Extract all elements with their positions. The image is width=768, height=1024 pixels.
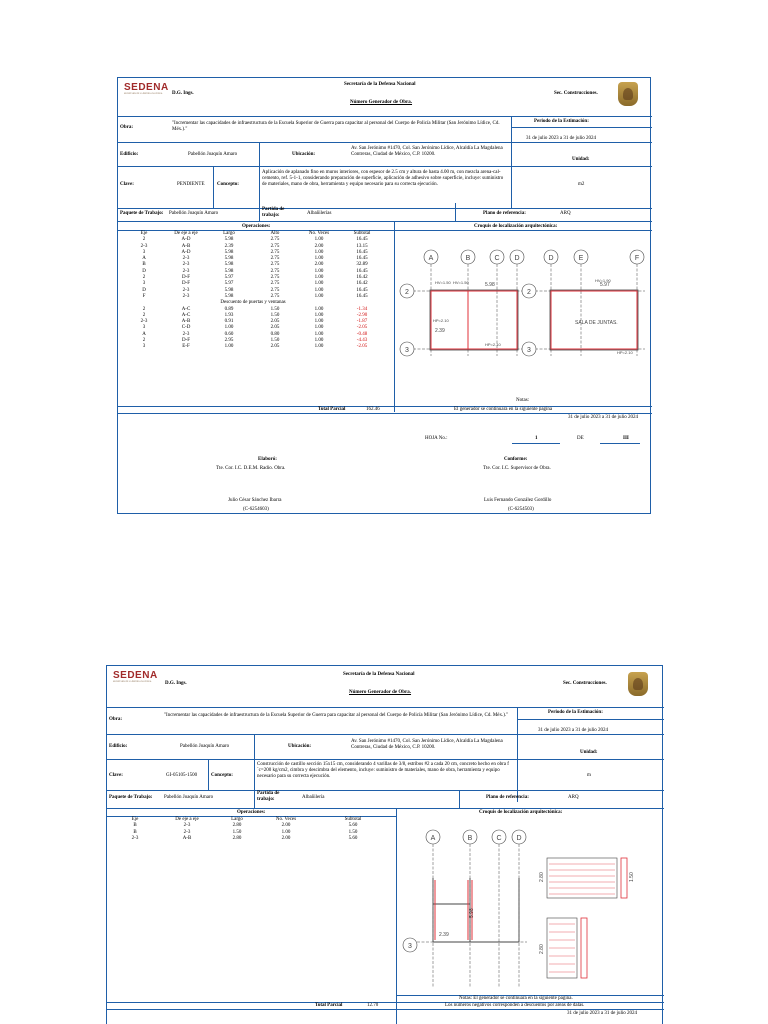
axis-label: C — [496, 835, 502, 842]
dimension: 2.80 — [539, 872, 545, 882]
coat-of-arms-icon — [628, 672, 648, 696]
concepto-value: Aplicación de aplanado fino en muros interiores, con espesor de 2.5 cm y altura de hasta 4.00 m, con mezcla arena-cal-cemento, ref. 5-1-1, considerando preparación de superficie, aplicación de adhesivo sobre superficie, incluye: suministro de materiales, mano de obra, herramienta y equipo necesario para su correcta ejecución. — [262, 170, 504, 187]
table-cell: 2-3 — [182, 293, 190, 299]
elaboro-rank: Tte. Cor. I.C. D.E.M. Radio. Obra. — [216, 466, 286, 471]
ubicacion-value: Av. San Jerónimo #1470, Col. San Jerónimo Lídice, Alcaldía La Magdalena Contreras, Ciudad de México, C.P. 10200. — [351, 146, 503, 157]
axis-label: 2 — [405, 289, 409, 296]
table-cell: 2.05 — [270, 319, 280, 325]
table-cell: D — [142, 268, 146, 274]
elaboro-id: (C-6254603) — [243, 507, 269, 512]
conforme-rank: Tte. Cor. I.C. Supervisor de Obra. — [483, 466, 551, 471]
table-cell: A-C — [181, 306, 191, 312]
edificio-label: Edificio: — [109, 744, 128, 749]
table-cell: 2.95 — [224, 338, 234, 344]
table-cell: 16.42 — [356, 275, 368, 281]
table-cell: 1.00 — [314, 268, 324, 274]
table-cell: 0.91 — [224, 319, 234, 325]
unidad-label: Unidad: — [580, 750, 598, 755]
sedena-logo-subtitle: SECRETARÍA DE LA DEFENSA NACIONAL — [124, 93, 163, 95]
sedena-logo: SEDENA — [124, 82, 169, 93]
table-cell: 5.98 — [224, 237, 234, 243]
partida-value: Albañilerías — [307, 211, 332, 216]
clave-label: Clave: — [120, 182, 134, 187]
table-cell: 2 — [142, 306, 146, 312]
table-cell: A-D — [181, 249, 191, 255]
dimension: 1.50 — [629, 872, 635, 882]
periodo-label: Periodo de la Estimación: — [548, 710, 603, 715]
dimension: 2.39 — [435, 328, 445, 334]
table-cell: 1.00 — [314, 325, 324, 331]
table-cell: 2-3 — [140, 319, 148, 325]
table-cell: 16.45 — [356, 293, 368, 299]
table-cell: 2 — [142, 312, 146, 318]
dimension: 2.80 — [539, 944, 545, 954]
col-header: Subtotal — [344, 817, 362, 822]
dimension: 5.98 — [485, 282, 495, 288]
table-cell: 2-3 — [183, 823, 191, 829]
notas-label: Notas: — [516, 398, 530, 403]
axis-label: D — [516, 835, 522, 842]
table-cell: -2.05 — [356, 325, 368, 331]
total-value: 162.46 — [366, 407, 380, 412]
table-cell: A — [142, 331, 146, 337]
table-cell: 2.05 — [270, 325, 280, 331]
partida-value: Albañilería — [302, 795, 325, 800]
sedena-logo-subtitle: SECRETARÍA DE LA DEFENSA NACIONAL — [113, 681, 152, 683]
table-cell: 2.75 — [270, 275, 280, 281]
table-cell: 2.75 — [270, 281, 280, 287]
col-header: De eje a eje — [175, 817, 199, 822]
table-cell: 0.60 — [224, 331, 234, 337]
table-cell: 1.50 — [270, 338, 280, 344]
table-cell: 16.45 — [356, 287, 368, 293]
dimension: 2.39 — [439, 932, 449, 938]
plano-value: ARQ — [560, 211, 571, 216]
table-cell: E-F — [182, 344, 190, 350]
generator-sheet-1 — [117, 77, 651, 514]
table-cell: 3 — [142, 344, 146, 350]
obra-label: Obra: — [109, 717, 123, 722]
table-cell: 2.75 — [270, 256, 280, 262]
unidad-value: m — [587, 773, 591, 778]
obra-label: Obra: — [120, 125, 134, 130]
table-cell: 2-3 — [131, 835, 139, 841]
plano-label: Plano de referencia: — [483, 211, 526, 216]
table-cell: D-F — [181, 281, 191, 287]
unidad-value: m2 — [578, 182, 585, 187]
room-label: SALA DE JUNTAS. — [575, 320, 618, 326]
clave-label: Clave: — [109, 773, 123, 778]
obra-value: "Incrementar las capacidades de infraestructura de la Escuela Superior de Guerra para capacitar al personal del Cuerpo de Policía Militar (San Jerónimo Lídice, Cd. Méx.)." — [172, 121, 500, 132]
table-cell: 1.93 — [224, 312, 234, 318]
nota-value: El generador se continuara en la siguiente pagina — [454, 407, 553, 412]
edificio-value: Pabellón Joaquín Amaro — [188, 152, 238, 157]
floor-plan-sketch — [395, 236, 651, 366]
ubicacion-value: Av. San Jerónimo #1470, Col. San Jerónimo Lídice, Alcaldía La Magdalena Contreras, Ciudad de México, C.P. 10200. — [351, 739, 503, 750]
table-cell: 1.00 — [224, 344, 234, 350]
table-cell: F — [142, 293, 146, 299]
table-cell: 2.00 — [314, 262, 324, 268]
floor-plan-sketch — [397, 818, 663, 994]
axis-label: A — [428, 255, 434, 262]
elaboro-name: Julio César Sánchez Ibarra — [228, 498, 282, 503]
concepto-label: Concepto: — [217, 182, 239, 187]
table-cell: 32.89 — [356, 262, 368, 268]
table-cell: 2.75 — [270, 237, 280, 243]
total-value: 12.70 — [367, 1003, 379, 1008]
table-cell: 5.60 — [348, 823, 358, 829]
org-title: Secretaría de la Defensa Nacional — [344, 82, 416, 87]
table-cell: D-F — [181, 275, 191, 281]
table-cell: B — [133, 823, 137, 829]
axis-label: C — [494, 255, 500, 262]
table-cell: B — [142, 262, 146, 268]
table-cell: 2-3 — [183, 829, 191, 835]
table-cell: 16.45 — [356, 249, 368, 255]
table-cell: A-C — [181, 312, 191, 318]
obra-value: "Incrementar las capacidades de infraestructura de la Escuela Superior de Guerra para capacitar al personal del Cuerpo de Policía Militar (San Jerónimo Lídice, Cd. Méx.)." — [164, 713, 509, 718]
table-cell: 1.00 — [314, 281, 324, 287]
table-cell: 2 — [142, 338, 146, 344]
table-cell: 1.00 — [281, 829, 291, 835]
plano-label: Plano de referencia: — [486, 795, 529, 800]
partida-label: Partida de trabajo: — [257, 791, 280, 802]
table-cell: 5.98 — [224, 256, 234, 262]
descuentos-label: Descuento de puertas y ventanas — [220, 300, 286, 306]
table-cell: 3 — [142, 249, 146, 255]
ubicacion-label: Ubicación: — [292, 152, 316, 157]
table-cell: D-F — [181, 338, 191, 344]
table-cell: 5.98 — [224, 262, 234, 268]
axis-label: D — [514, 255, 520, 262]
table-cell: -0.48 — [356, 331, 368, 337]
table-cell: 2.75 — [270, 243, 280, 249]
elaboro-label: Elaboró: — [258, 457, 277, 462]
table-cell: 16.42 — [356, 281, 368, 287]
table-cell: 1.00 — [314, 331, 324, 337]
table-cell: -1.34 — [356, 306, 368, 312]
table-cell: 16.45 — [356, 256, 368, 262]
col-header: Largo — [231, 817, 243, 822]
opening-label: HP=2.10 — [433, 318, 449, 323]
axis-label: 3 — [527, 347, 531, 354]
table-cell: 1.00 — [314, 293, 324, 299]
axis-label: E — [578, 255, 584, 262]
col-header: Largo — [223, 231, 235, 236]
col-header: Alto — [270, 231, 280, 236]
sedena-logo: SEDENA — [113, 670, 158, 681]
operaciones-label: Operaciones: — [237, 810, 266, 815]
col-header: Eje — [131, 817, 139, 822]
conforme-name: Luis Fernando González Gordillo — [484, 498, 552, 503]
table-cell: 1.00 — [314, 275, 324, 281]
table-cell: 1.00 — [314, 306, 324, 312]
table-row — [122, 344, 384, 350]
table-cell: 2 — [142, 237, 146, 243]
concepto-value: Construcción de castillo sección 15x15 cm, considerando 4 varillas de 3/8, estribos #2 a cada 20 cm, concreto hecho en obra f´c=200 kg/cm2, cimbra y descimbra del elemento, incluye: suministro de materiales, mano de obra, herramienta y equipo necesario para su correcta ejecución. — [257, 762, 509, 779]
table-cell: -2.90 — [356, 312, 368, 318]
opening-label: HV=1.50 — [435, 280, 451, 285]
col-header: No. Veces — [275, 817, 297, 822]
table-cell: 1.00 — [224, 325, 234, 331]
table-cell: 1.50 — [270, 312, 280, 318]
paquete-value: Pabellón Joaquín Amaro — [169, 211, 219, 216]
croquis-label: Croquis de localización arquitectónica: — [479, 810, 563, 815]
periodo-value: 31 de julio 2023 a 31 de julio 2024 — [538, 728, 608, 733]
table-cell: 1.00 — [314, 312, 324, 318]
table-cell: A-B — [182, 835, 192, 841]
left-dept: D.G. Ings. — [172, 91, 194, 96]
table-cell: 1.00 — [314, 256, 324, 262]
paquete-label: Paquete de Trabajo: — [109, 795, 153, 800]
table-cell: 2.75 — [270, 249, 280, 255]
table-cell: 1.00 — [314, 287, 324, 293]
table-cell: C-D — [181, 325, 191, 331]
table-cell: 2-3 — [140, 243, 148, 249]
concepto-label: Concepto: — [211, 773, 233, 778]
axis-label: 3 — [408, 943, 412, 950]
table-cell: 1.50 — [232, 829, 242, 835]
table-cell: 1.00 — [314, 338, 324, 344]
ubicacion-label: Ubicación: — [288, 744, 312, 749]
table-cell: 1.00 — [314, 319, 324, 325]
table-cell: 3 — [142, 325, 146, 331]
table-cell: 5.97 — [224, 281, 234, 287]
axis-label: B — [467, 835, 473, 842]
opening-label: HV=1.50 — [453, 280, 469, 285]
axis-label: D — [548, 255, 554, 262]
table-cell: 1.00 — [314, 249, 324, 255]
axis-label: A — [430, 835, 436, 842]
table-cell: A-B — [181, 319, 191, 325]
org-title: Secretaría de la Defensa Nacional — [343, 672, 415, 677]
opening-label: HP=2.10 — [485, 342, 501, 347]
table-cell: 5.60 — [348, 835, 358, 841]
table-row — [111, 836, 393, 842]
opening-label: HP=2.10 — [617, 350, 633, 355]
plano-value: ARQ — [568, 795, 579, 800]
table-cell: D — [142, 287, 146, 293]
table-cell: 2.00 — [281, 823, 291, 829]
table-cell: 1.50 — [348, 829, 358, 835]
right-dept: Sec. Construcciones. — [563, 681, 607, 686]
col-header: De eje a eje — [174, 231, 198, 236]
doc-title: Número Generador de Obra. — [349, 690, 412, 695]
unidad-label: Unidad: — [572, 157, 590, 162]
table-cell: 2.05 — [270, 344, 280, 350]
date-line: 31 de julio 2023 a 31 de julio 2024 — [567, 1011, 637, 1016]
coat-of-arms-icon — [618, 82, 638, 106]
axis-label: 3 — [405, 347, 409, 354]
axis-label: 2 — [527, 289, 531, 296]
table-cell: 2.39 — [224, 243, 234, 249]
paquete-label: Paquete de Trabajo: — [120, 211, 164, 216]
periodo-label: Periodo de la Estimación: — [534, 119, 589, 124]
periodo-value: 31 de julio 2023 a 31 de julio 2024 — [526, 136, 596, 141]
table-cell: 2.80 — [232, 835, 242, 841]
table-cell: 16.45 — [356, 268, 368, 274]
conforme-id: (C-6254503) — [508, 507, 534, 512]
table-cell: 2 — [142, 275, 146, 281]
table-cell: 0.80 — [270, 331, 280, 337]
table-cell: 16.45 — [356, 237, 368, 243]
operaciones-label: Operaciones: — [242, 224, 271, 229]
table-cell: 2-3 — [182, 262, 190, 268]
table-cell: 1.50 — [270, 306, 280, 312]
date-line: 31 de julio 2023 a 31 de julio 2024 — [568, 415, 638, 420]
table-cell: 2-3 — [182, 268, 190, 274]
table-cell: B — [133, 829, 137, 835]
hoja-label: HOJA No.: — [425, 436, 448, 441]
table-cell: 2.75 — [270, 293, 280, 299]
table-cell: 1.00 — [314, 344, 324, 350]
table-cell: -1.87 — [356, 319, 368, 325]
axis-label: B — [465, 255, 471, 262]
table-cell: 2.00 — [281, 835, 291, 841]
table-cell: -4.43 — [356, 338, 368, 344]
table-cell: A-D — [181, 237, 191, 243]
total-label: Total Parcial — [315, 1003, 343, 1008]
dimension: 5.98 — [469, 908, 475, 918]
dimension: 5.97 — [600, 282, 610, 288]
right-dept: Sec. Construcciones. — [554, 91, 598, 96]
clave-value: GI-05105-1500 — [166, 773, 198, 778]
operations-table — [122, 231, 384, 351]
de-label: DE — [577, 436, 584, 441]
croquis-label: Croquis de localización arquitectónica: — [474, 224, 558, 229]
hoja-number: 1 — [535, 436, 538, 441]
left-dept: D.G. Ings. — [165, 681, 187, 686]
nota-value: Notas: El generador se continuara en la siguiente pagina. — [459, 996, 573, 1001]
table-cell: 2-3 — [182, 287, 190, 293]
conforme-label: Conforme: — [504, 457, 528, 462]
table-cell: 5.98 — [224, 268, 234, 274]
table-cell: 13.15 — [356, 243, 368, 249]
col-header: Subtotal — [353, 231, 371, 236]
table-cell: 2.75 — [270, 262, 280, 268]
edificio-value: Pabellón Joaquín Amaro — [180, 744, 230, 749]
table-cell: 2.75 — [270, 287, 280, 293]
table-cell: -2.05 — [356, 344, 368, 350]
table-cell: A-B — [181, 243, 191, 249]
axis-label: F — [634, 255, 640, 262]
paquete-value: Pabellón Joaquín Amaro — [164, 795, 214, 800]
nota2-value: Los números negativos corresponden a descuentos por areas de dalas. — [445, 1003, 585, 1008]
table-cell: A — [142, 256, 146, 262]
table-cell: 3 — [142, 281, 146, 287]
doc-title: Número Generador de Obra. — [350, 100, 413, 105]
table-cell: 1.00 — [314, 237, 324, 243]
generator-sheet-2 — [106, 665, 663, 1024]
table-cell: 0.89 — [224, 306, 234, 312]
table-cell: 5.98 — [224, 293, 234, 299]
col-header: Eje — [140, 231, 148, 236]
table-cell: 2-3 — [182, 331, 190, 337]
table-cell: 2.75 — [270, 268, 280, 274]
clave-value: PENDIENTE — [177, 182, 205, 187]
table-cell: 2.80 — [232, 823, 242, 829]
table-cell: 5.97 — [224, 275, 234, 281]
col-header: No. Veces — [308, 231, 330, 236]
table-cell: 5.98 — [224, 287, 234, 293]
total-label: Total Parcial — [318, 407, 346, 412]
table-cell: 2-3 — [182, 256, 190, 262]
opening-label: HV=1.90 — [595, 278, 611, 283]
operations-table — [111, 817, 393, 842]
hoja-total: III — [623, 436, 629, 441]
partida-label: Partida de trabajo: — [262, 207, 285, 218]
table-cell: 2.00 — [314, 243, 324, 249]
table-cell: 5.98 — [224, 249, 234, 255]
edificio-label: Edificio: — [120, 152, 139, 157]
